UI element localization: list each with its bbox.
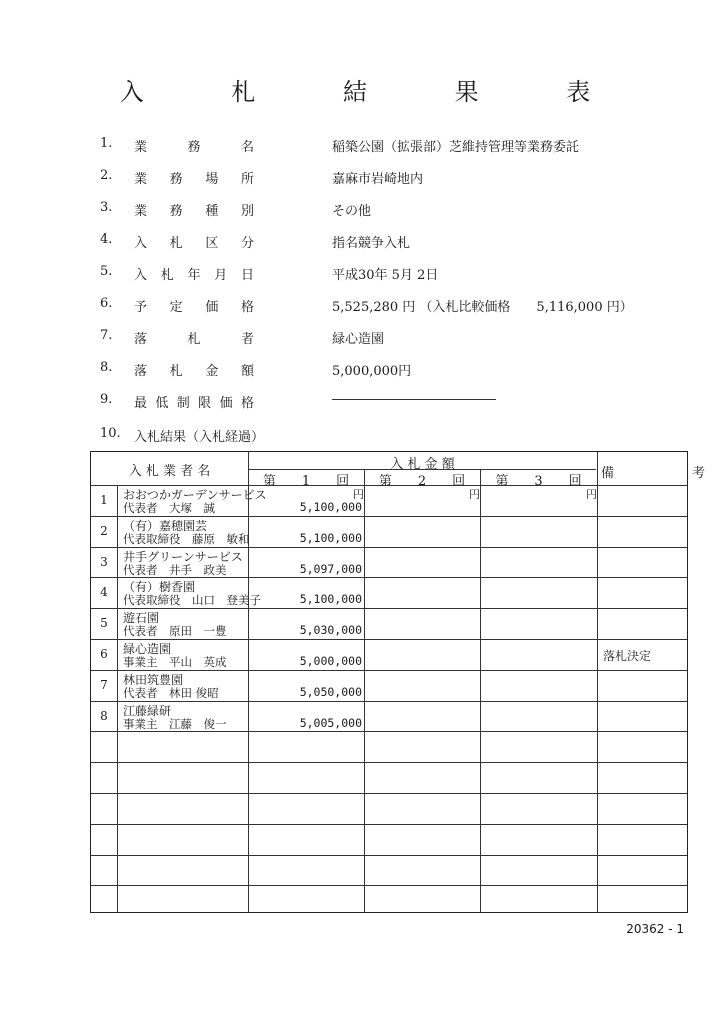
info-item-value: 指名競争入札 [332, 236, 411, 251]
info-item-label-char: 入 [134, 236, 148, 251]
info-item-label-char: 区 [205, 236, 219, 251]
info-item-label-char: 制 [176, 396, 190, 411]
info-item-label-char: 種 [205, 204, 219, 219]
bid-amount-round-1: 5,005,000 [299, 715, 362, 730]
info-item-label-char: 別 [240, 204, 254, 219]
info-item-label-char: 格 [240, 396, 254, 411]
info-item-label [134, 264, 254, 283]
row-index: 4 [100, 585, 108, 600]
info-item-label [134, 168, 254, 187]
info-item-label [134, 328, 254, 347]
row-divider [91, 762, 687, 763]
info-item-label [134, 136, 254, 155]
info-item-label-char: 額 [240, 364, 254, 379]
bid-amount-round-1: 5,100,000 [299, 530, 362, 545]
info-item-label-char: 務 [169, 172, 183, 187]
info-item-label-char: 所 [240, 172, 254, 187]
info-item-number: 5. [100, 264, 113, 279]
blank-line [332, 399, 496, 400]
yen-unit-2: 円 [469, 488, 480, 501]
bidder-representative: 代表者 原田 一豊 [123, 624, 227, 639]
info-item-label-char: 者 [240, 332, 254, 347]
info-item-label [134, 360, 254, 379]
info-item-value: 嘉麻市岩崎地内 [332, 172, 424, 187]
bidder-representative: 代表取締役 藤原 敏和 [123, 531, 250, 546]
bid-amount-round-1: 5,100,000 [299, 592, 362, 607]
row-index: 7 [100, 677, 108, 692]
bidder-representative: 代表者 井手 政美 [123, 562, 227, 577]
bidder-name: （有）樹香園 [123, 580, 196, 595]
info-item-label-char: 入 [134, 268, 148, 283]
info-item-label-char: 月 [214, 268, 228, 283]
row-divider [91, 701, 687, 702]
row-divider [91, 639, 687, 640]
info-item-value: 稲築公園（拡張部）芝維持管理等業務委託 [332, 140, 580, 155]
info-item-label [134, 296, 254, 315]
bid-results-table [90, 451, 706, 913]
row-index: 3 [100, 554, 108, 569]
info-item-label-char: 札 [169, 236, 183, 251]
info-item-label-char: 場 [205, 172, 219, 187]
info-item-number: 3. [100, 200, 113, 215]
header-note: 備 考 [601, 466, 706, 481]
bidder-name: 井手グリーンサービス [123, 549, 243, 564]
bidder-name: 遊石園 [123, 611, 160, 626]
bidder-representative: 事業主 江藤 俊一 [123, 716, 227, 731]
row-divider [91, 824, 687, 825]
bid-note: 落札決定 [603, 649, 652, 663]
info-item-label [134, 392, 254, 411]
yen-unit-3: 円 [586, 488, 597, 501]
page-number: 20362 - 1 [626, 922, 684, 936]
info-item-number: 2. [100, 168, 113, 183]
bidder-representative: 代表者 大塚 誠 [123, 501, 215, 515]
bid-amount-round-1: 5,050,000 [299, 684, 362, 699]
info-item-label-char: 年 [187, 268, 201, 283]
info-item-value: 緑心造園 [332, 332, 385, 347]
info-item-label-char: 格 [240, 300, 254, 315]
info-item-label-char: 予 [134, 300, 148, 315]
info-item-label-char: 業 [134, 140, 148, 155]
info-item-value: 5,000,000円 [332, 364, 412, 379]
bid-amount-round-1: 5,097,000 [299, 561, 362, 576]
info-item-label-char: 金 [205, 364, 219, 379]
bidder-representative: 代表者 林田 俊昭 [123, 685, 219, 700]
row-index: 5 [100, 616, 108, 631]
info-item-number: 4. [100, 232, 113, 247]
row-index: 2 [100, 523, 108, 538]
row-divider [91, 885, 687, 886]
bidder-name: 江藤緑研 [123, 703, 172, 718]
info-item-number: 1. [100, 136, 113, 151]
bidder-representative: 事業主 平山 英成 [123, 655, 227, 669]
bid-amount-round-1: 5,100,000 [299, 500, 362, 514]
header-round-2: 第 2 回 [378, 474, 466, 489]
row-index: 6 [100, 647, 108, 661]
info-item-value: 平成30年 5月 2日 [332, 268, 439, 283]
info-item-label-char: 低 [155, 396, 169, 411]
bidder-name: （有）嘉穂園芸 [123, 518, 208, 533]
bidder-name: 林田筑豊園 [123, 672, 184, 687]
row-divider [91, 793, 687, 794]
header-amount: 入 札 金 額 [390, 457, 455, 472]
bid-amount-round-1: 5,000,000 [299, 654, 362, 668]
info-item-number: 8. [100, 360, 113, 375]
info-item-label-char: 札 [169, 364, 183, 379]
info-item-label-char: 日 [240, 268, 254, 283]
info-item-label-char: 業 [134, 204, 148, 219]
info-item-value: その他 [332, 204, 372, 219]
info-item-label-char: 務 [169, 204, 183, 219]
bidder-name: 緑心造園 [123, 642, 172, 656]
info-item-label-char: 分 [240, 236, 254, 251]
info-item-label-char: 札 [187, 332, 201, 347]
row-divider [91, 731, 687, 732]
row-index: 8 [100, 708, 108, 723]
info-item-label: 入札結果（入札経過） [134, 430, 265, 445]
info-item-label-char: 限 [198, 396, 212, 411]
bid-amount-round-1: 5,030,000 [299, 623, 362, 638]
bidder-representative: 代表取締役 山口 登美子 [123, 593, 261, 608]
info-item-label-char: 務 [187, 140, 201, 155]
row-divider [91, 855, 687, 856]
page-title: 入 札 結 果 表 [119, 78, 631, 106]
info-item-label [134, 200, 254, 219]
yen-unit-1: 円 [353, 488, 364, 501]
header-round-1: 第 1 回 [262, 474, 350, 489]
info-item-label-char: 価 [219, 396, 233, 411]
info-item-label-char: 業 [134, 172, 148, 187]
info-item-label-char: 定 [169, 300, 183, 315]
header-bidder: 入 札 業 者 名 [128, 464, 211, 479]
info-item-label-char: 落 [134, 332, 148, 347]
row-divider [91, 608, 687, 609]
bidder-name: おおつかガーデンサービス [123, 488, 267, 502]
info-item-label-char: 名 [240, 140, 254, 155]
header-round-3: 第 3 回 [495, 474, 582, 489]
info-item-number: 6. [100, 296, 113, 311]
info-item-label-char: 最 [134, 396, 148, 411]
info-item-label [134, 232, 254, 251]
info-item-label-char: 札 [160, 268, 174, 283]
info-item-number: 10. [100, 426, 121, 441]
info-item-label-char: 価 [205, 300, 219, 315]
row-index: 1 [100, 493, 108, 507]
info-item-value: 5,525,280 円 （入札比較価格 5,116,000 円） [332, 300, 633, 315]
info-item-value [332, 392, 496, 407]
info-item-number: 7. [100, 328, 113, 343]
info-item-label-char: 落 [134, 364, 148, 379]
info-item-number: 9. [100, 392, 113, 407]
